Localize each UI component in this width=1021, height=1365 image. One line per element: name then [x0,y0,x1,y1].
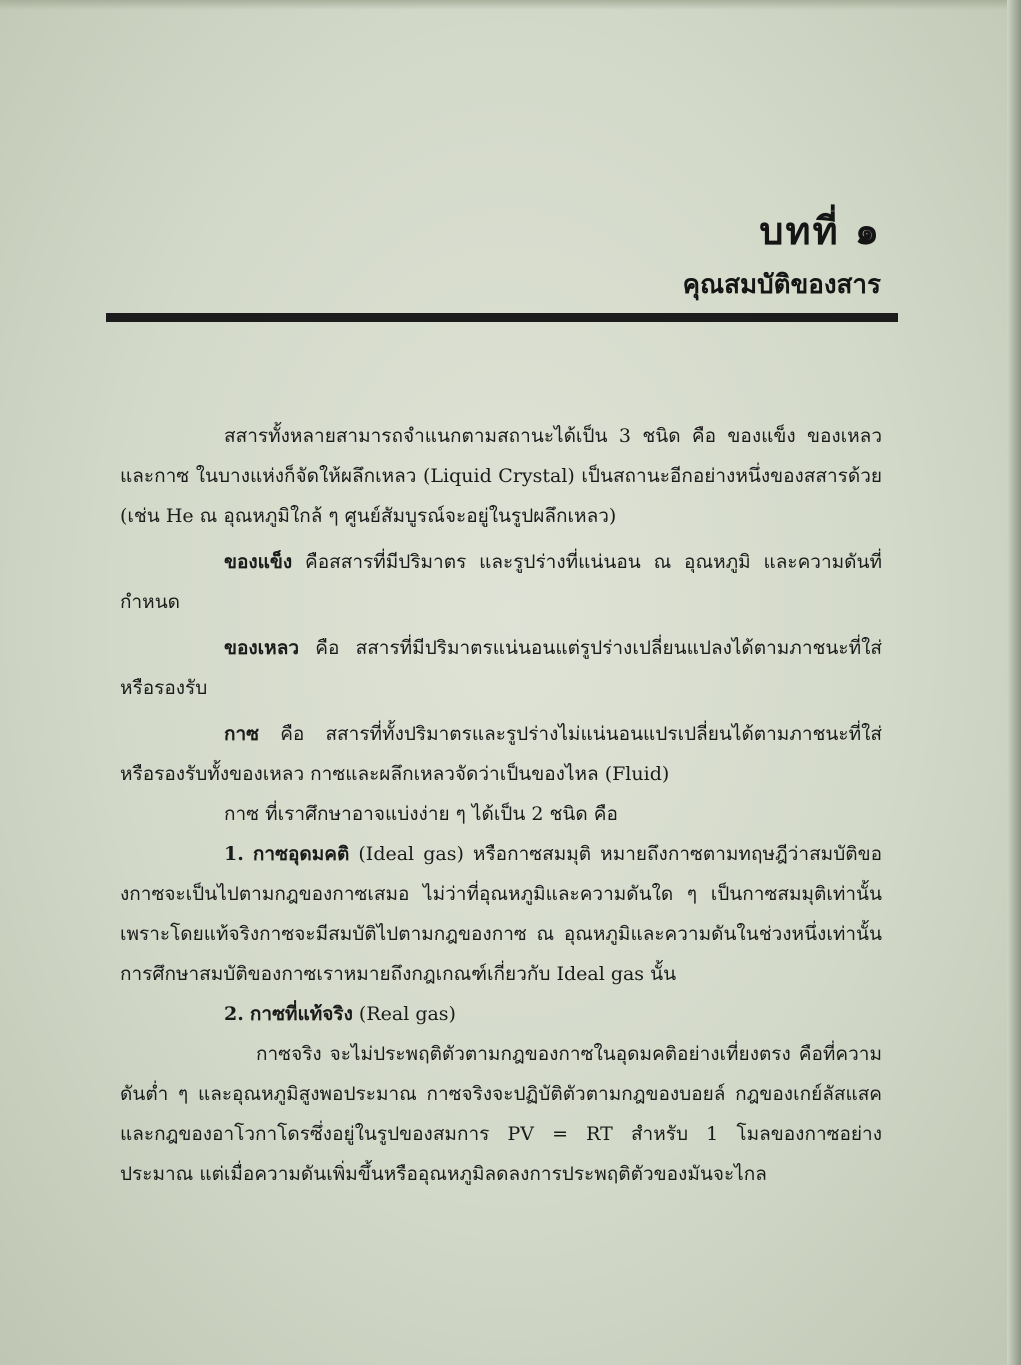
real-gas-english: (Real gas) [352,1003,456,1025]
term-real-gas: กาซที่แท้จริง [249,1003,353,1025]
paragraph-gas-types: กาซ ที่เราศึกษาอาจแบ่งง่าย ๆ ได้เป็น 2 ชนิด คือ [224,803,618,825]
chapter-number: บทที่ ๑ [759,209,881,253]
term-ideal-gas: กาซอุดมคติ [252,843,350,865]
paragraph-intro: สสารทั้งหลายสามารถจำแนกตามสถานะได้เป็น 3 ชนิด คือ ของแข็ง ของเหลว และกาซ ในบางแห่งก็จัดให้ผลึกเหลว (Liquid Crystal) เป็นสถานะอีกอย่างหนึ่งของสสารด้วย (เช่น He ณ อุณหภูมิใกล้ ๆ ศูนย์สัมบูรณ์จะอยู่ในรูปผลึกเหลว) [120,425,882,527]
item-number-1: 1. [224,843,244,865]
chapter-title: คุณสมบัติของสาร [682,270,881,300]
definition-solid: คือสสารที่มีปริมาตร และรูปร่างที่แน่นอน ณ อุณหภูมิ และความดันที่กำหนด [120,551,882,613]
definition-liquid: คือ สสารที่มีปริมาตรแน่นอนแต่รูปร่างเปลี่ยนแปลงได้ตามภาชนะที่ใส่หรือรองรับ [120,637,882,699]
definition-ideal-gas: (Ideal gas) หรือกาซสมมุติ หมายถึงกาซตามทฤษฎีว่าสมบัติของกาซจะเป็นไปตามกฎของกาซเสมอ ไม่ว่าที่อุณหภูมิและความดันใด ๆ เป็นกาซสมมุติเท่านั้น เพราะโดยแท้จริงกาซจะมีสมบัติไปตามกฎของกาซ ณ อุณหภูมิและความดันในช่วงหนึ่งเท่านั้น การศึกษาสมบัติของกาซเราหมายถึงกฎเกณฑ์เกี่ยวกับ Ideal gas นั้น [120,843,882,985]
item-number-2: 2. [224,1003,244,1025]
heading-rule [106,313,898,322]
page-edge-right [1007,0,1021,1365]
page-edge-top [0,0,1021,10]
paragraph-real-gas-body: กาซจริง จะไม่ประพฤติตัวตามกฎของกาซในอุดมคติอย่างเที่ยงตรง คือที่ความดันต่ำ ๆ และอุณหภูมิสูงพอประมาณ กาซจริงจะปฏิบัติตัวตามกฎของบอยล์ กฎของเกย์ลัสแสค และกฎของอาโวกาโดรซึ่งอยู่ในรูปของสมการ PV = RT สำหรับ 1 โมลของกาซอย่างประมาณ แต่เมื่อความดันเพิ่มขึ้นหรืออุณหภูมิลดลงการประพฤติตัวของมันจะไกล [120,1043,882,1185]
body-text [120,416,882,1194]
paragraph-real-gas-heading [120,994,882,1034]
paragraph-solid [120,542,882,622]
term-liquid: ของเหลว [224,637,300,659]
paragraph-liquid [120,628,882,708]
paragraph-ideal-gas [120,834,882,994]
term-gas: กาซ [224,723,260,745]
definition-gas: คือ สสารที่ทั้งปริมาตรและรูปร่างไม่แน่นอนแปรเปลี่ยนได้ตามภาชนะที่ใส่หรือรองรับทั้งของเหลว กาซและผลึกเหลวจัดว่าเป็นของไหล (Fluid) [120,723,882,785]
term-solid: ของแข็ง [224,551,293,573]
paragraph-gas [120,714,882,794]
